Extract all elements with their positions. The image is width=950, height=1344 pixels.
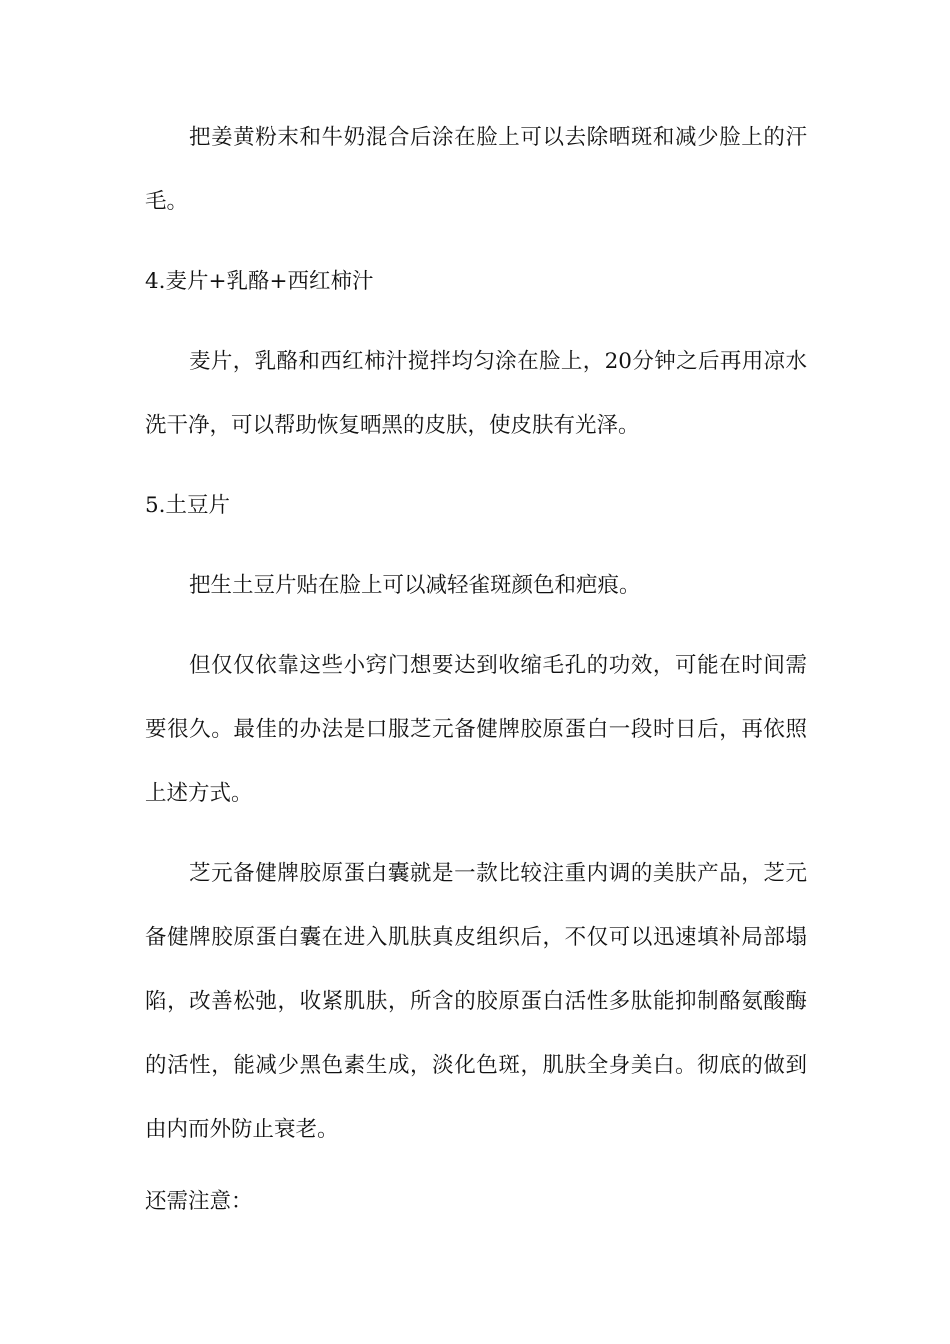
- heading-notes: 还需注意：: [145, 1189, 253, 1214]
- heading-potato-slices: 5.土豆片: [145, 493, 231, 518]
- paragraph-oatmeal-cheese-tomato: 麦片，乳酪和西红柿汁搅拌均匀涂在脸上，20分钟之后再用凉水洗干净，可以帮助恢复晒黑的皮肤，使皮肤有光泽。: [145, 349, 807, 438]
- paragraph-collagen-advice: 但仅仅依靠这些小窍门想要达到收缩毛孔的功效，可能在时间需要很久。最佳的办法是口服芝元备健牌胶原蛋白一段时日后，再依照上述方式。: [145, 653, 807, 806]
- paragraph-turmeric-milk: 把姜黄粉末和牛奶混合后涂在脸上可以去除晒斑和减少脸上的汗毛。: [145, 125, 807, 214]
- paragraph-potato-slices: 把生土豆片贴在脸上可以减轻雀斑颜色和疤痕。: [189, 573, 641, 598]
- paragraph-collagen-product: 芝元备健牌胶原蛋白囊就是一款比较注重内调的美肤产品，芝元备健牌胶原蛋白囊在进入肌肤真皮组织后，不仅可以迅速填补局部塌陷，改善松弛，收紧肌肤，所含的胶原蛋白活性多肽能抑制酪氨酸酶的活性，能减少黑色素生成，淡化色斑，肌肤全身美白。彻底的做到由内而外防止衰老。: [145, 861, 807, 1142]
- heading-oatmeal-cheese-tomato: 4.麦片+乳酪+西红柿汁: [145, 269, 374, 294]
